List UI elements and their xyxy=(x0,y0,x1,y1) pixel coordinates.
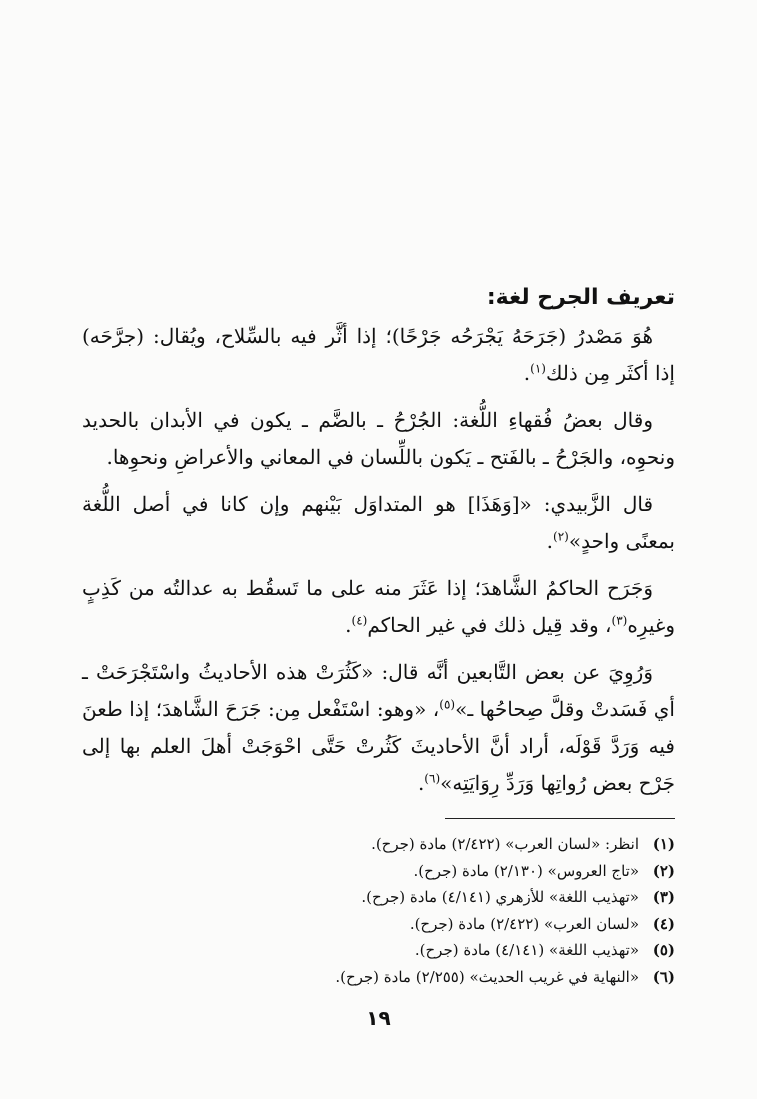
footnote-divider xyxy=(445,818,675,819)
footnote-ref[interactable]: (٤) xyxy=(351,613,368,628)
footnote-item xyxy=(82,831,675,858)
footnote-number: (٦) xyxy=(652,967,675,986)
paragraph-1 xyxy=(82,318,675,392)
paragraph-text: قال الزَّبيدي: «[وَهَذَا] هو المتداوَل بَيْنهم وإن كانا في أصل اللُّغة بمعنًى واحدٍ» xyxy=(82,492,675,553)
footnote-ref[interactable]: (٢) xyxy=(553,529,569,544)
paragraph-text: وَجَرَح الحاكمُ الشَّاهدَ؛ إذا عَثَرَ منه على ما تَسقُط به عدالتُه من كَذِبٍ وغيرِه xyxy=(82,576,675,637)
paragraph-tail: . xyxy=(523,361,531,385)
footnote-item xyxy=(82,964,675,991)
paragraph-text: هُوَ مَصْدرُ (جَرَحَهُ يَجْرَحُه جَرْحًا)؛ إذا أثَّر فيه بالسِّلاح، ويُقال: (جرَّحَه) إذا أكثَر مِن ذلك xyxy=(82,324,675,385)
footnote-text: انظر: «لسان العرب» (٢/٤٢٢) مادة (جرح). xyxy=(371,835,639,853)
paragraph-tail: ، وقد قِيل ذلك في غير الحاكم xyxy=(367,613,612,637)
footnote-text: «تهذيب اللغة» للأزهري (٤/١٤١) مادة (جرح). xyxy=(361,888,639,906)
footnote-ref[interactable]: (١) xyxy=(530,361,546,376)
paragraph-5 xyxy=(82,654,675,802)
footnote-ref[interactable]: (٦) xyxy=(424,771,441,786)
paragraph-end: . xyxy=(417,771,425,795)
footnote-number: (٣) xyxy=(652,888,675,906)
page-number: ١٩ xyxy=(366,1006,391,1030)
footnote-number: (١) xyxy=(652,835,675,853)
paragraph-end: . xyxy=(345,613,352,637)
footnote-item xyxy=(82,884,675,911)
footnote-text: «تهذيب اللغة» (٤/١٤١) مادة (جرح). xyxy=(414,941,639,959)
footnotes xyxy=(82,831,675,990)
footnote-number: (٢) xyxy=(652,861,675,880)
footnote-item xyxy=(82,858,675,885)
footnote-text: «لسان العرب» (٢/٤٢٢) مادة (جرح). xyxy=(409,914,639,933)
footnote-text: «تاج العروس» (٢/١٣٠) مادة (جرح). xyxy=(413,861,639,880)
footnote-text: «النهاية في غريب الحديث» (٢/٢٥٥) مادة (جرح). xyxy=(335,967,639,986)
footnote-ref[interactable]: (٥) xyxy=(439,697,456,712)
footnote-item xyxy=(82,937,675,964)
paragraph-4 xyxy=(82,570,675,644)
page-body xyxy=(82,285,675,990)
section-heading: تعريف الجرح لغة: xyxy=(486,285,675,310)
footnote-item xyxy=(82,911,675,938)
paragraph-3 xyxy=(82,486,675,560)
footnote-number: (٥) xyxy=(652,941,675,959)
footnote-ref[interactable]: (٣) xyxy=(611,613,628,628)
paragraph-tail: . xyxy=(546,529,554,553)
paragraph-text: وَرُوِيَ عن بعض التَّابعين أنَّه قال: «كَثُرَتْ هذه الأحاديثُ واسْتَجْرَحَتْ ـ أي فَسَدتْ وقلَّ صِحاحُها ـ» xyxy=(82,660,675,721)
footnote-number: (٤) xyxy=(652,914,675,933)
paragraph-2 xyxy=(82,402,675,476)
paragraph-tail: ، «وهو: اسْتَفْعل مِن: جَرَحَ الشَّاهدَ؛ إذا طعنَ فيه وَرَدَّ قَوْلَه، أراد أنَّ الأحاديثَ كَثُرتْ حَتَّى احْوَجَتْ أهلَ العلم بها إلى جَرْح بعض رُواتِها وَرَدِّ رِوَايَتِه» xyxy=(82,697,675,795)
paragraph-text: وقال بعضُ فُقهاءِ اللُّغة: الجُرْحُ ـ بالضَّم ـ يكون في الأبدان بالحديد ونحوِه، والجَرْحُ ـ بالفَتح ـ يَكون باللِّسان في المعاني والأعراضِ ونحوِها. xyxy=(82,408,675,469)
